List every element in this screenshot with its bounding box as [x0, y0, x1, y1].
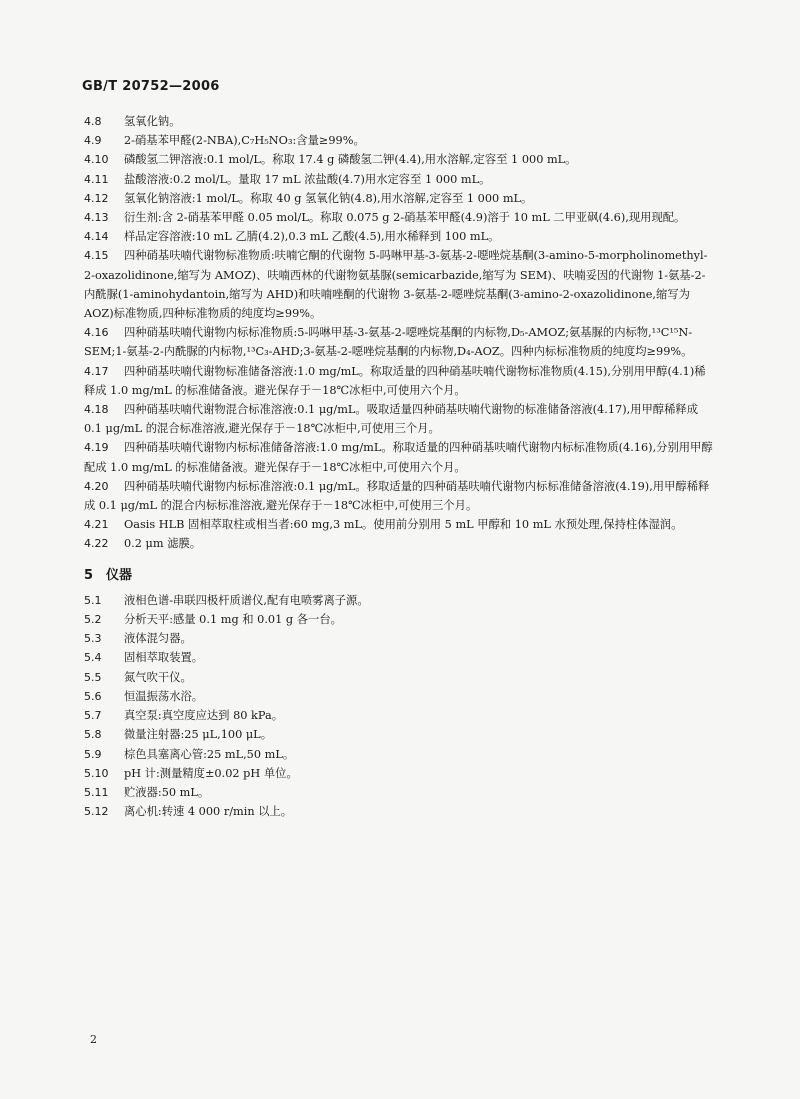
clause-item [84, 764, 716, 783]
clause-number: 5.5 [84, 670, 102, 684]
clause-text: 离心机:转速 4 000 r/min 以上。 [124, 805, 293, 819]
clause-item [84, 208, 716, 227]
clause-text: 液体混匀器。 [124, 632, 192, 646]
clause-text: 0.2 μm 滤膜。 [124, 537, 202, 551]
clause-item [84, 534, 716, 553]
clause-number: 5.4 [84, 651, 102, 665]
clause-item [84, 150, 716, 169]
clause-text: 固相萃取装置。 [124, 651, 204, 665]
clause-number: 4.22 [84, 537, 109, 551]
document-body [84, 112, 716, 821]
clause-number: 4.16 [84, 326, 109, 340]
clause-text: 四种硝基呋喃代谢物内标标准储备溶液:1.0 mg/mL。称取适量的四种硝基呋喃代谢物内标标准物质(4.16),分别用甲醇配成 1.0 mg/mL 的标准储备液。避光保存于－18℃冰柜中,可使用六个月。 [84, 441, 713, 474]
clause-number: 4.21 [84, 518, 109, 532]
clause-item [84, 438, 716, 476]
clause-text: 四种硝基呋喃代谢物混合标准溶液:0.1 μg/mL。吸取适量四种硝基呋喃代谢物的标准储备溶液(4.17),用甲醇稀释成 0.1 μg/mL 的混合标准溶液,避光保存于－18℃冰柜中,可使用三个月。 [84, 403, 698, 436]
clause-text: 磷酸氢二钾溶液:0.1 mol/L。称取 17.4 g 磷酸氢二钾(4.4),用水溶解,定容至 1 000 mL。 [124, 153, 577, 167]
clause-text: 氢氧化钠溶液:1 mol/L。称取 40 g 氢氧化钠(4.8),用水溶解,定容至 1 000 mL。 [124, 191, 533, 205]
section-number: 5 [84, 567, 94, 583]
clause-text: 液相色谱-串联四极杆质谱仪,配有电喷雾离子源。 [124, 593, 369, 607]
clause-item [84, 112, 716, 131]
clause-item [84, 687, 716, 706]
clause-number: 5.3 [84, 632, 102, 646]
section-title: 仪器 [106, 567, 133, 583]
clause-text: 四种硝基呋喃代谢物内标标准物质:5-吗啉甲基-3-氨基-2-噁唑烷基酮的内标物,D₅-AMOZ;氨基脲的内标物,¹³C¹⁵N-SEM;1-氨基-2-内酰脲的内标物,¹³C₃-AHD;3-氨基-2-噁唑烷基酮的内标物,D₄-AOZ。四种内标标准物质的纯度均≥99%。 [84, 326, 693, 359]
clause-number: 4.14 [84, 230, 109, 244]
clause-text: 四种硝基呋喃代谢物标准物质:呋喃它酮的代谢物 5-吗啉甲基-3-氨基-2-噁唑烷基酮(3-amino-5-morpholinomethyl-2-oxazolidinone,缩写为 AMOZ)、呋喃西林的代谢物氨基脲(semicarbazide,缩写为 SEM)、呋喃妥因的代谢物 1-氨基-2-内酰脲(1-aminohydantoin,缩写为 AHD)和呋喃唑酮的代谢物 3-氨基-2-噁唑烷基酮(3-amino-2-oxazolidinone,缩写为 AOZ)标准物质,四种标准物质的纯度均≥99%。 [84, 249, 708, 321]
clause-item [84, 227, 716, 246]
clause-text: 微量注射器:25 μL,100 μL。 [124, 728, 272, 742]
clause-number: 5.2 [84, 613, 102, 627]
clause-number: 4.9 [84, 134, 102, 148]
clause-number: 4.11 [84, 172, 109, 186]
clause-item [84, 189, 716, 208]
clause-text: 四种硝基呋喃代谢物标准储备溶液:1.0 mg/mL。称取适量的四种硝基呋喃代谢物标准物质(4.15),分别用甲醇(4.1)稀释成 1.0 mg/mL 的标准储备液。避光保存于－18℃冰柜中,可使用六个月。 [84, 364, 706, 397]
clause-item [84, 246, 716, 323]
clause-text: 氮气吹干仪。 [124, 670, 192, 684]
clause-number: 4.13 [84, 211, 109, 225]
clause-text: 衍生剂:含 2-硝基苯甲醛 0.05 mol/L。称取 0.075 g 2-硝基苯甲醛(4.9)溶于 10 mL 二甲亚砜(4.6),现用现配。 [124, 211, 686, 225]
clause-item [84, 170, 716, 189]
clause-text: 2-硝基苯甲醛(2-NBA),C₇H₅NO₃:含量≥99%。 [124, 134, 365, 148]
clause-item [84, 725, 716, 744]
clause-number: 5.8 [84, 728, 102, 742]
clause-text: 分析天平:感量 0.1 mg 和 0.01 g 各一台。 [124, 613, 342, 627]
clause-number: 4.18 [84, 403, 109, 417]
clause-item [84, 477, 716, 515]
clause-number: 4.10 [84, 153, 109, 167]
clause-item [84, 515, 716, 534]
clause-text: 真空泵:真空度应达到 80 kPa。 [124, 709, 284, 723]
clause-text: 盐酸溶液:0.2 mol/L。量取 17 mL 浓盐酸(4.7)用水定容至 1 000 mL。 [124, 172, 491, 186]
clause-number: 5.10 [84, 766, 109, 780]
clause-number: 4.12 [84, 191, 109, 205]
clause-item [84, 629, 716, 648]
clause-item [84, 648, 716, 667]
reagent-list [84, 112, 716, 554]
clause-number: 4.17 [84, 364, 109, 378]
clause-text: 棕色具塞离心管:25 mL,50 mL。 [124, 747, 295, 761]
clause-number: 4.8 [84, 115, 102, 128]
section-heading [84, 566, 716, 585]
clause-item [84, 706, 716, 725]
clause-item [84, 783, 716, 802]
clause-item [84, 745, 716, 764]
clause-item [84, 362, 716, 400]
document-id: GB/T 20752—2006 [82, 79, 220, 94]
clause-item [84, 131, 716, 150]
clause-item [84, 591, 716, 610]
clause-number: 5.11 [84, 785, 109, 799]
instrument-list [84, 591, 716, 821]
clause-number: 5.1 [84, 593, 102, 607]
page-number: 2 [90, 1033, 97, 1046]
clause-text: pH 计:测量精度±0.02 pH 单位。 [124, 766, 298, 780]
clause-item [84, 400, 716, 438]
clause-number: 5.6 [84, 689, 102, 703]
clause-item [84, 668, 716, 687]
clause-text: 样品定容溶液:10 mL 乙腈(4.2),0.3 mL 乙酸(4.5),用水稀释到 100 mL。 [124, 230, 500, 244]
clause-text: 氢氧化钠。 [124, 115, 181, 128]
clause-text: Oasis HLB 固相萃取柱或相当者:60 mg,3 mL。使用前分别用 5 mL 甲醇和 10 mL 水预处理,保持柱体湿润。 [124, 518, 683, 532]
clause-text: 四种硝基呋喃代谢物内标标准溶液:0.1 μg/mL。移取适量的四种硝基呋喃代谢物内标标准储备溶液(4.19),用甲醇稀释成 0.1 μg/mL 的混合内标标准溶液,避光保存于－18℃冰柜中,可使用三个月。 [84, 479, 710, 513]
clause-text: 贮液器:50 mL。 [124, 785, 210, 799]
clause-number: 4.20 [84, 479, 109, 493]
clause-number: 4.19 [84, 441, 109, 455]
clause-number: 5.7 [84, 709, 102, 723]
clause-number: 5.9 [84, 747, 102, 761]
clause-number: 4.15 [84, 249, 109, 263]
clause-item [84, 610, 716, 629]
clause-item [84, 802, 716, 821]
clause-number: 5.12 [84, 805, 109, 819]
clause-item [84, 323, 716, 361]
clause-text: 恒温振荡水浴。 [124, 689, 204, 703]
